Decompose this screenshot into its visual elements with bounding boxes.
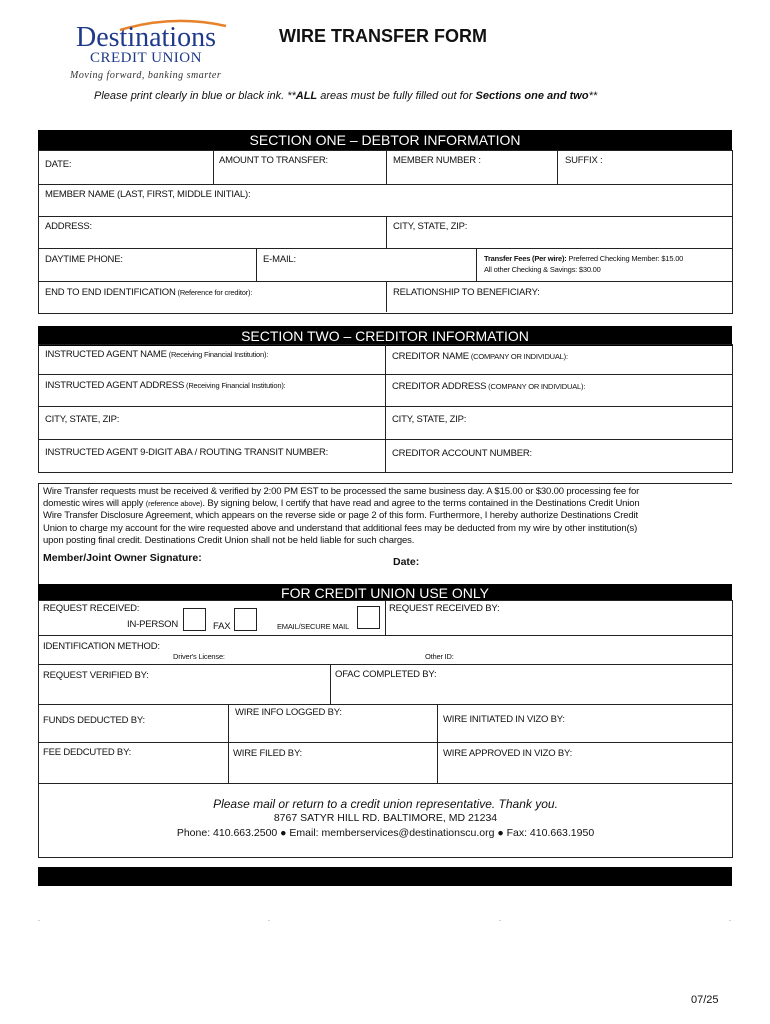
relationship-label: RELATIONSHIP TO BENEFICIARY: (393, 287, 540, 298)
fold-mark: . (268, 916, 270, 923)
suffix-label: SUFFIX : (565, 155, 603, 166)
address-label: ADDRESS: (45, 221, 92, 232)
page-code: 07/25 (691, 994, 719, 1006)
instructions: Please print clearly in blue or black ink. **ALL areas must be fully filled out for Sections one and two** (94, 90, 598, 102)
fax-checkbox[interactable] (234, 608, 257, 631)
wire-filed-label: WIRE FILED BY: (233, 748, 302, 759)
email-label: E-MAIL: (263, 254, 296, 265)
request-verified-by-label: REQUEST VERIFIED BY: (43, 670, 149, 681)
transfer-fees: Transfer Fees (Per wire): Preferred Checking Member: $15.00 (484, 254, 684, 263)
creditor-address-label: CREDITOR ADDRESS (COMPANY OR INDIVIDUAL): (392, 381, 586, 392)
request-received-label: REQUEST RECEIVED: (43, 603, 140, 614)
member-number-label: MEMBER NUMBER : (393, 155, 481, 166)
agent-city-state-zip-label: CITY, STATE, ZIP: (45, 414, 120, 425)
request-received-by-label: REQUEST RECEIVED BY: (389, 603, 500, 614)
creditor-city-state-zip-label: CITY, STATE, ZIP: (392, 414, 467, 425)
agent-address-label: INSTRUCTED AGENT ADDRESS (Receiving Financial Institution): (45, 380, 286, 391)
logo-tagline: Moving forward, banking smarter (70, 70, 222, 81)
section-two-header: SECTION TWO – CREDITOR INFORMATION (38, 326, 732, 346)
amount-label: AMOUNT TO TRANSFER: (219, 155, 328, 166)
authorization-text: Wire Transfer requests must be received & verified by 2:00 PM EST to be processed the same business day. A $15.00 or $30.00 processing fee for domestic wires will apply (reference above). By signing below, I certify that have read and agree to the terms contained in the Destinations Credit Union Wire Transfer Disclosure Agreement, which appears on the reverse side or page 2 of this form. Furthermore, I hereby authorize Destinations Credit Union to charge my account for the wire requested above and understand that additional fees may be deducted from my wire by other institution(s) upon posting final credit. Destinations Credit Union shall not be held liable for such charges. (43, 486, 640, 546)
form-title: WIRE TRANSFER FORM (279, 26, 487, 46)
member-name-label: MEMBER NAME (LAST, FIRST, MIDDLE INITIAL): (45, 189, 251, 200)
ofac-label: OFAC COMPLETED BY: (335, 669, 437, 680)
signature-date-label: Date: (393, 556, 420, 568)
logo-subtitle: CREDIT UNION (90, 50, 202, 66)
agent-name-label: INSTRUCTED AGENT NAME (Receiving Financial Institution): (45, 349, 269, 360)
email-secure-label: EMAIL/SECURE MAIL (277, 622, 350, 631)
creditor-account-label: CREDITOR ACCOUNT NUMBER: (392, 448, 533, 459)
fax-label: FAX (213, 621, 231, 632)
date-label: DATE: (45, 159, 72, 170)
email-secure-checkbox[interactable] (357, 606, 380, 629)
daytime-phone-label: DAYTIME PHONE: (45, 254, 123, 265)
section-two-table (38, 344, 733, 473)
logo-name: Destinations (76, 22, 216, 53)
return-instructions: Please mail or return to a credit union representative. Thank you. (213, 797, 558, 811)
wire-approved-label: WIRE APPROVED IN VIZO BY: (443, 748, 573, 759)
contact-info: Phone: 410.663.2500 ● Email: memberservices@destinationscu.org ● Fax: 410.663.1950 (176, 827, 595, 839)
credit-union-logo (66, 18, 236, 84)
footer-contact (39, 784, 732, 856)
fold-mark: . (729, 916, 731, 923)
cu-use-header: FOR CREDIT UNION USE ONLY (38, 584, 732, 600)
funds-deducted-label: FUNDS DEDUCTED BY: (43, 715, 145, 726)
wire-initiated-label: WIRE INITIATED IN VIZO BY: (443, 714, 565, 725)
fold-mark: . (38, 916, 40, 923)
in-person-label: IN-PERSON (127, 619, 178, 630)
fee-deducted-label: FEE DEDCUTED BY: (43, 747, 132, 758)
cu-use-table (38, 600, 733, 858)
bottom-bar (38, 867, 732, 886)
fold-mark: . (499, 916, 501, 923)
section-one-header: SECTION ONE – DEBTOR INFORMATION (38, 130, 732, 150)
section-one-table (38, 150, 733, 314)
drivers-license-label: Driver's License: (173, 652, 225, 661)
signature-label: Member/Joint Owner Signature: (43, 552, 202, 564)
authorization-box (38, 483, 732, 586)
wire-info-logged-label: WIRE INFO LOGGED BY: (235, 707, 342, 718)
city-state-zip-label: CITY, STATE, ZIP: (393, 221, 468, 232)
aba-routing-label: INSTRUCTED AGENT 9-DIGIT ABA / ROUTING TRANSIT NUMBER: (45, 447, 329, 458)
creditor-name-label: CREDITOR NAME (COMPANY OR INDIVIDUAL): (392, 351, 568, 362)
end-to-end-label: END TO END IDENTIFICATION (Reference for creditor): (45, 287, 253, 298)
mailing-address: 8767 SATYR HILL RD. BALTIMORE, MD 21234 (273, 812, 498, 824)
id-method-label: IDENTIFICATION METHOD: (43, 641, 160, 652)
transfer-fees-other: All other Checking & Savings: $30.00 (484, 265, 601, 274)
in-person-checkbox[interactable] (183, 608, 206, 631)
other-id-label: Other ID: (425, 652, 454, 661)
